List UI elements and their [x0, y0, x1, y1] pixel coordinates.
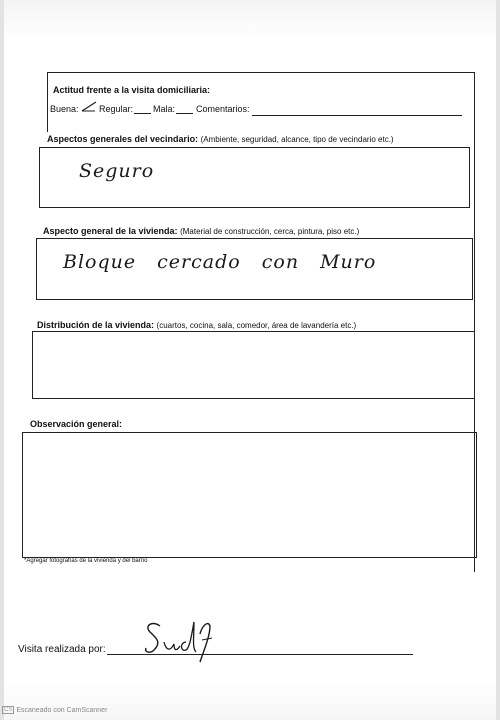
observation-heading: Observación general: [30, 419, 123, 429]
check-mark-icon [80, 100, 98, 114]
attitude-good-label: Buena: [50, 104, 79, 114]
attitude-comments-line [252, 115, 462, 116]
visit-by-label: Visita realizada por: [18, 644, 106, 655]
page-edge-left [0, 0, 4, 720]
neighborhood-heading: Aspectos generales del vecindario: (Ambiente, seguridad, alcance, tipo de vecindario etc.) [47, 134, 394, 144]
distribution-answer-box[interactable] [32, 331, 475, 399]
attitude-bad-label: Mala: [153, 104, 176, 114]
housing-heading: Aspecto general de la vivienda: (Material de construcción, cerca, pintura, piso etc.) [43, 226, 360, 236]
signature-image [140, 612, 220, 668]
distribution-heading: Distribución de la vivienda: (cuartos, cocina, sala, comedor, área de lavandería etc.) [37, 320, 357, 330]
observation-answer-box[interactable] [22, 432, 477, 558]
attitude-bad-line [176, 113, 193, 114]
housing-answer: Bloque cercado con Muro [63, 251, 377, 273]
page-edge-right [496, 0, 500, 720]
attitude-heading: Actitud frente a la visita domiciliaria: [53, 85, 211, 95]
housing-hint: (Material de construcción, cerca, pintura, piso etc.) [180, 227, 360, 236]
neighborhood-hint: (Ambiente, seguridad, alcance, tipo de vecindario etc.) [200, 135, 394, 144]
distribution-hint: (cuartos, cocina, sala, comedor, área de lavandería etc.) [156, 321, 357, 330]
form-left-border [47, 72, 48, 132]
form-top-border [47, 72, 474, 73]
scanner-watermark [2, 706, 107, 714]
photo-footnote: *Agregar fotografías de la vivienda y del barrio [24, 558, 148, 564]
attitude-regular-label: Regular: [99, 104, 134, 114]
camscanner-logo-icon: CS [4, 707, 13, 713]
attitude-regular-line [134, 113, 151, 114]
scanner-text: Escaneado con CamScanner [16, 706, 108, 714]
attitude-comments-label: Comentarios: [196, 104, 250, 114]
neighborhood-answer: Seguro [79, 160, 155, 182]
